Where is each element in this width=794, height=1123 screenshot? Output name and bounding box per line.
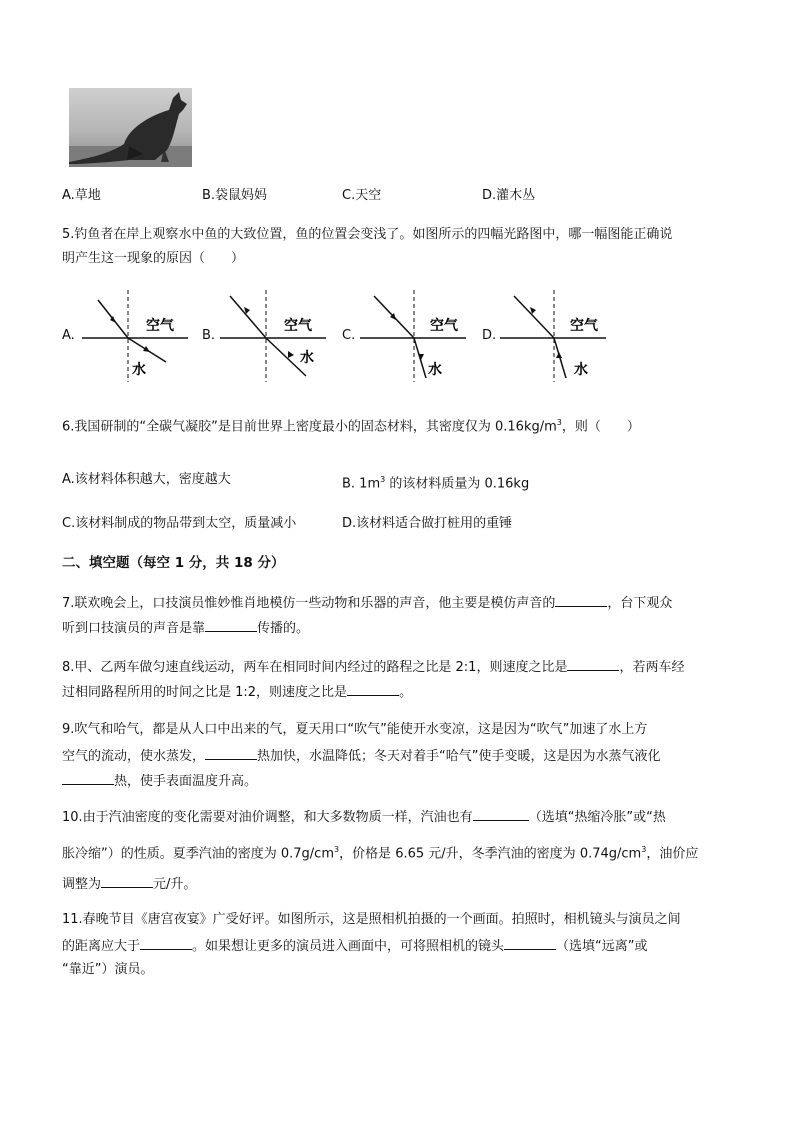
q4-option-a: A.草地 [62,188,101,203]
diagram-a-label: A. [62,328,75,343]
q4-option-b: B.袋鼠妈妈 [202,188,268,203]
q10-blank-2[interactable] [101,873,153,888]
light-path-diagram-b [218,290,328,382]
q10-blank-1[interactable] [473,806,529,821]
q6-option-d: D.该材料适合做打桩用的重锤 [342,516,513,531]
q5-question-line2: 明产生这一现象的原因（ ） [62,251,245,266]
q6-option-a: A.该材料体积越大，密度越大 [62,472,231,487]
diagram-d-air-label: 空气 [570,318,598,334]
q11-line2: 的距离应大于 。如果想让更多的演员进入画面中，可将照相机的镜头 （选填“远离”或 [62,935,648,957]
diagram-c-air-label: 空气 [430,318,458,334]
diagram-d-label: D. [482,328,497,343]
q10-line2: 胀冷缩”）的性质。夏季汽油的密度为 $0.7g/cm^3$，价格是 6.65 元/升，冬季汽油的密度为 $0.74g/cm^3$，油价应 [62,845,699,862]
diagram-b-air-label: 空气 [284,318,312,334]
q5-question-line1: 5.钓鱼者在岸上观察水中鱼的大致位置，鱼的位置会变浅了。如图所示的四幅光路图中，哪一幅图能正确说 [62,227,673,242]
q9-line2: 空气的流动，使水蒸发， 热加快，水温降低；冬天对着手“哈气”使手变暖，这是因为水蒸气液化 [62,745,661,767]
q8-blank-1[interactable] [567,656,619,671]
q9-blank-2[interactable] [62,770,114,785]
q11-line3: “靠近”）演员。 [62,962,154,977]
q8-line1: 8.甲、乙两车做匀速直线运动，两车在相同时间内经过的路程之比是 2:1，则速度之比是 ，若两车经 [62,656,684,678]
q4-option-d: D.灌木丛 [482,188,536,203]
diagram-d-water-label: 水 [574,362,588,378]
q9-line3: 热，使手表面温度升高。 [62,770,257,792]
q4-option-c: C.天空 [342,188,382,203]
q7-blank-1[interactable] [555,592,607,607]
q8-line2: 过相同路程所用的时间之比是 1:2，则速度之比是 。 [62,681,412,703]
q10-line1: 10.由于汽油密度的变化需要对油价调整，和大多数物质一样，汽油也有 （选填“热缩冷胀”或“热 [62,806,666,828]
section-2-heading: 二、填空题（每空 1 分，共 18 分） [62,555,285,571]
q11-line1: 11.春晚节目《唐宫夜宴》广受好评。如图所示，这是照相机拍摄的一个画面。拍照时，相机镜头与演员之间 [62,912,681,927]
q10-line3: 调整为 元/升。 [62,873,196,895]
q6-option-b: B. $1m^3$ 的该材料质量为 0.16kg [342,475,530,492]
light-path-diagram-c [358,290,468,382]
q9-line1: 9.吹气和哈气，都是从人口中出来的气，夏天用口“吹气”能使开水变凉，这是因为“吹气”加速了水上方 [62,722,648,737]
q8-blank-2[interactable] [347,681,399,696]
q7-blank-2[interactable] [205,617,257,632]
q6-question: 6.我国研制的“全碳气凝胶”是目前世界上密度最小的固态材料，其密度仅为 $0.16kg/m^3$，则（ ） [62,418,640,435]
q11-blank-2[interactable] [504,935,556,950]
light-path-diagram-d [498,290,608,382]
diagram-c-label: C. [342,328,356,343]
diagram-b-label: B. [202,328,216,343]
light-path-diagram-a [80,290,190,382]
diagram-a-water-label: 水 [132,362,146,378]
q7-line1: 7.联欢晚会上，口技演员惟妙惟肖地模仿一些动物和乐器的声音，他主要是模仿声音的 ，台下观众 [62,592,672,614]
q7-line2: 听到口技演员的声音是靠 传播的。 [62,617,309,639]
q9-blank-1[interactable] [205,745,257,760]
kangaroo-photo [69,88,192,167]
diagram-c-water-label: 水 [428,362,442,378]
q6-option-c: C.该材料制成的物品带到太空，质量减小 [62,516,297,531]
q11-blank-1[interactable] [140,935,192,950]
diagram-b-water-label: 水 [300,350,314,366]
diagram-a-air-label: 空气 [146,318,174,334]
